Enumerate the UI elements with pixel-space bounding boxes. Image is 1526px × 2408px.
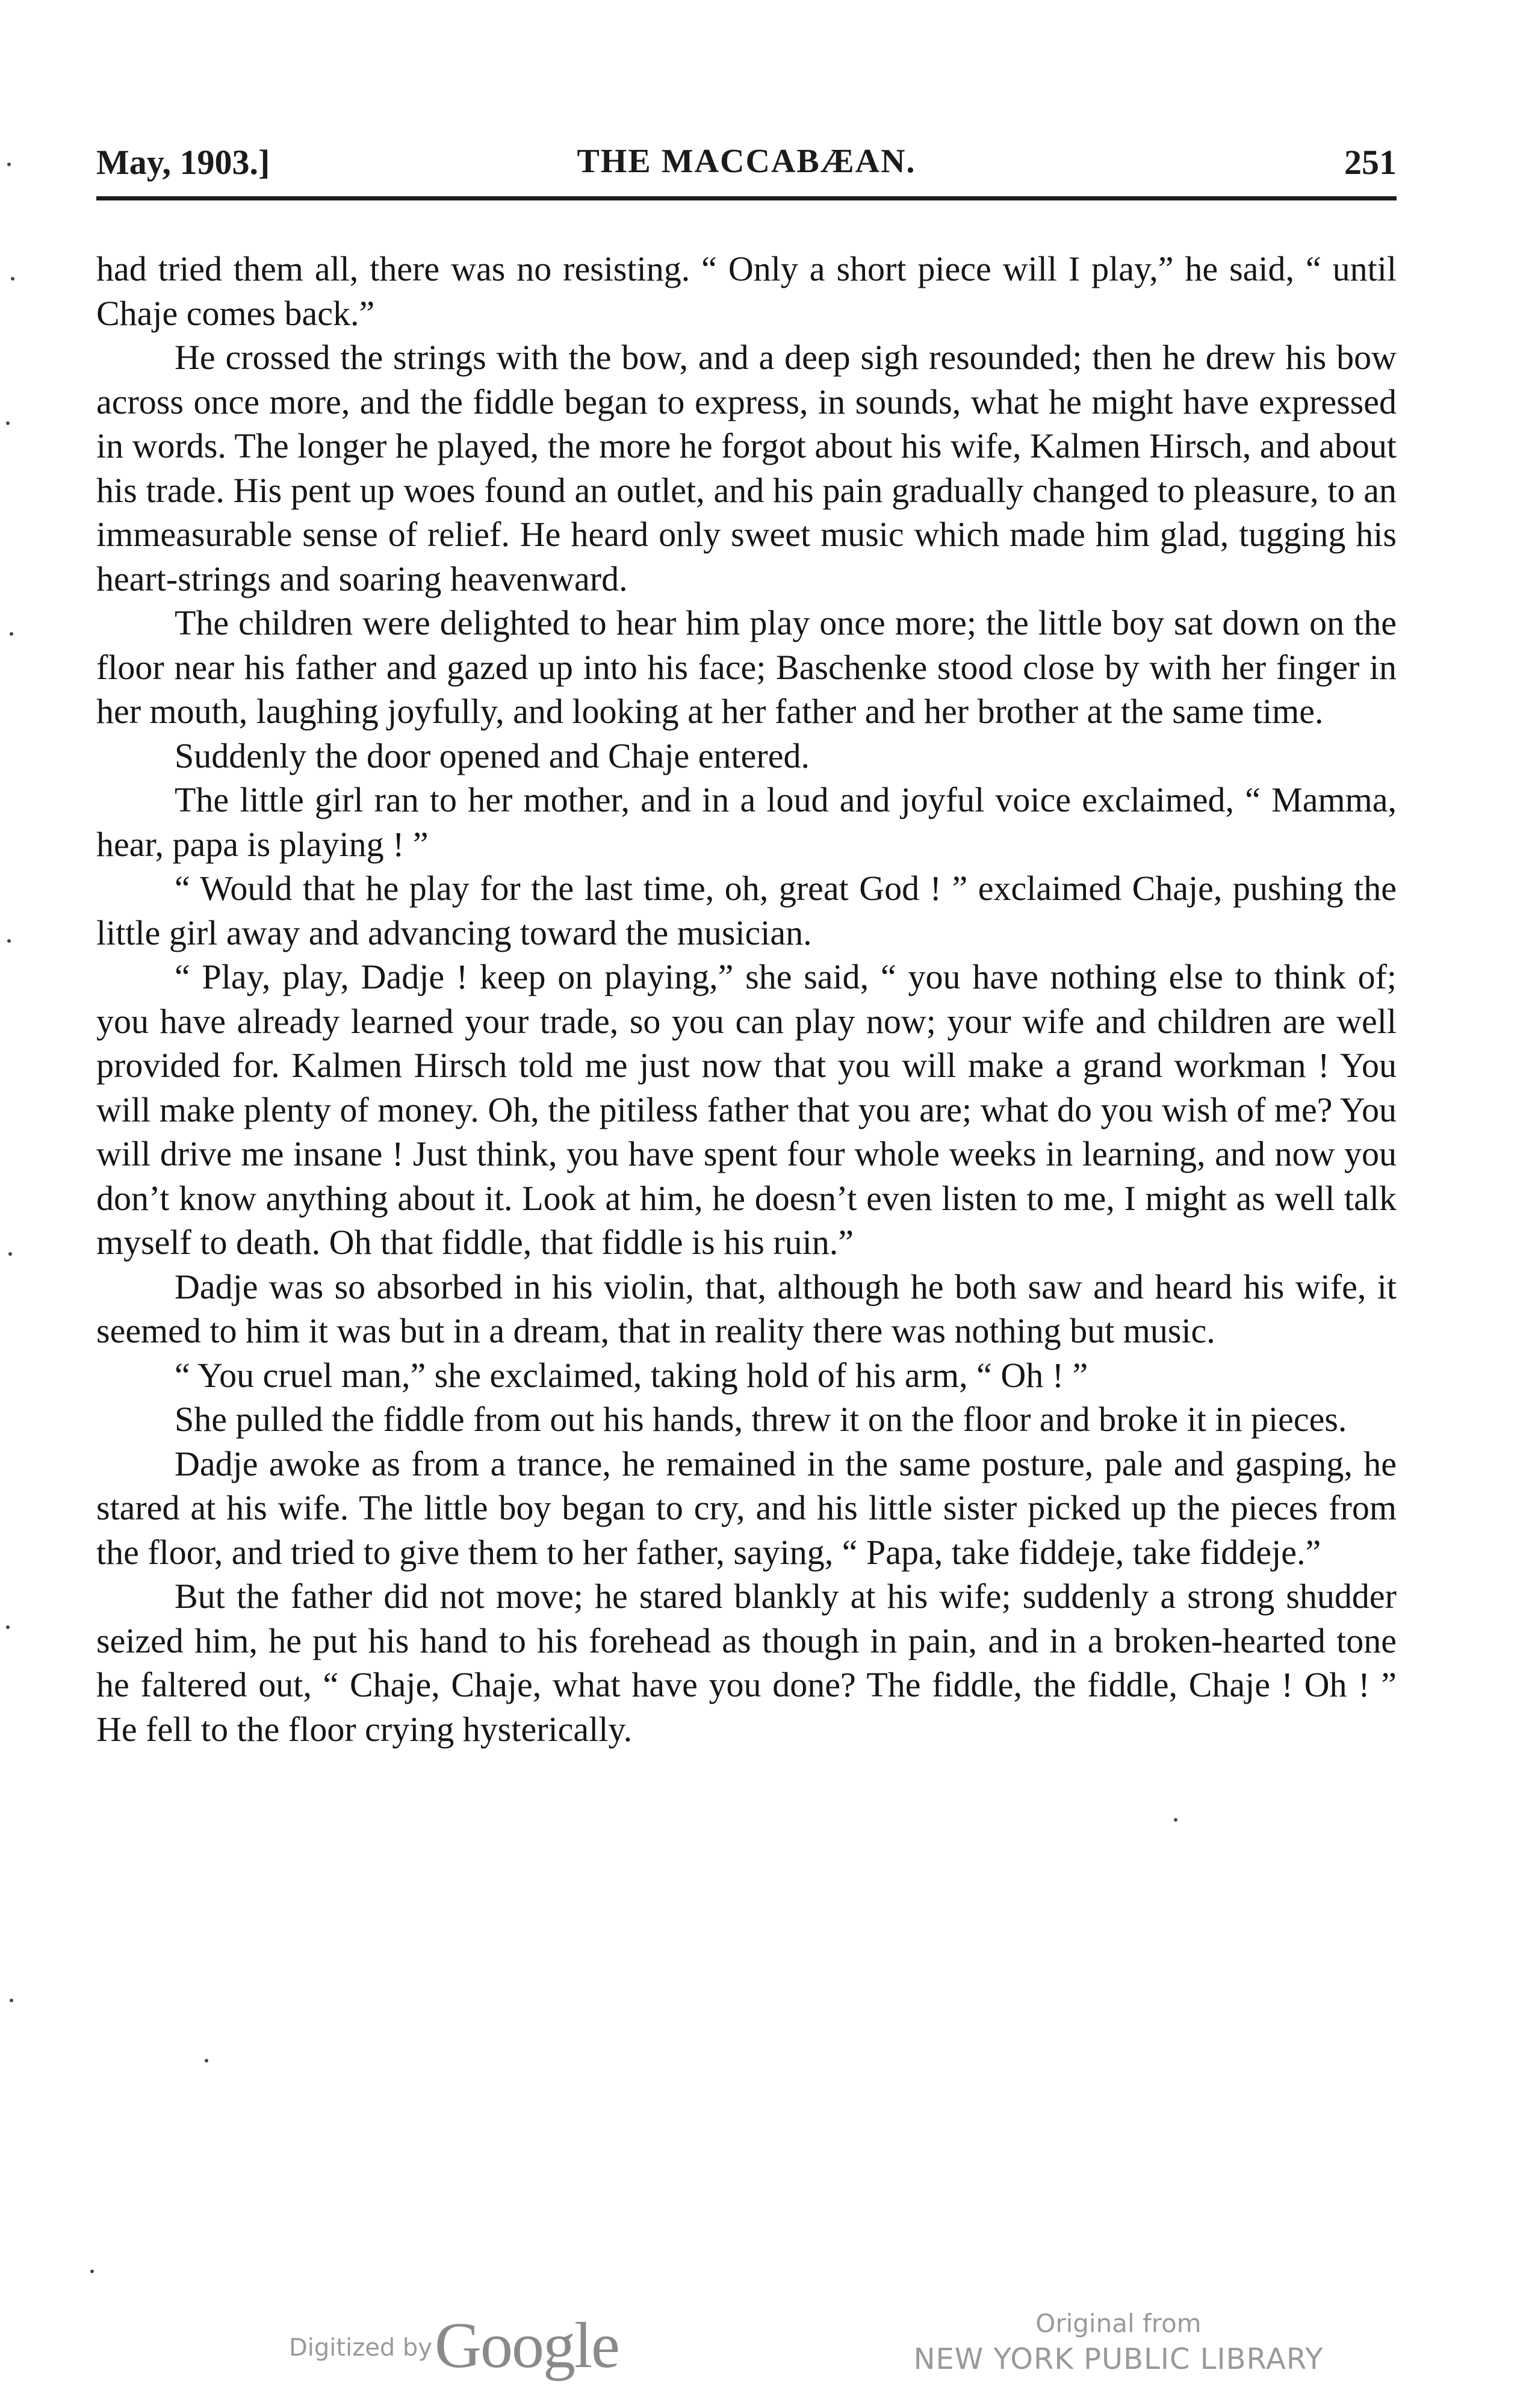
paragraph-8: Dadje was so absorbed in his violin, that, although he both saw and heard his wife, it seemed to him it was but in a dream, that in reality there was nothing but music. [96, 1267, 1397, 1350]
paragraph-4: Suddenly the door opened and Chaje entered. [175, 736, 810, 775]
paragraph-6: “ Would that he play for the last time, oh, great God ! ” exclaimed Chaje, pushing the little girl away and advancing toward the musician. [96, 869, 1397, 952]
scan-speck [6, 421, 10, 425]
scan-speck [10, 632, 13, 636]
google-logo: Google [435, 2310, 619, 2382]
story-text [96, 247, 1397, 1751]
original-from-label: Original from [1035, 2309, 1202, 2338]
paragraph-11: Dadje awoke as from a trance, he remained in the same posture, pale and gasping, he stared at his wife. The little boy began to cry, and his little sister picked up the pieces from the floor, and tried to give them to her father, saying, “ Papa, take fiddeje, take fiddeje.” [96, 1444, 1397, 1572]
digitized-by-label: Digitized by [289, 2334, 432, 2362]
scan-speck [1174, 1818, 1177, 1822]
paragraph-1: had tried them all, there was no resisting. “ Only a short piece will I play,” he said, “ until Chaje comes back.” [96, 249, 1397, 333]
scan-speck [8, 1252, 12, 1256]
scan-speck [10, 1999, 13, 2002]
scan-speck [7, 939, 11, 943]
header-date: May, 1903.] [96, 143, 270, 182]
digitization-footer [0, 2297, 1526, 2408]
paragraph-2: He crossed the strings with the bow, and a deep sigh resounded; then he drew his bow across once more, and the fiddle began to express, in sounds, what he might have expressed in words. The longer he played, the more he forgot about his wife, Kalmen Hirsch, and about his trade. His pent up woes found an outlet, and his pain gradually changed to pleasure, to an immeasurable sense of relief. He heard only sweet music which made him glad, tugging his heart-strings and soaring heavenward. [96, 338, 1397, 598]
paragraph-7: “ Play, play, Dadje ! keep on playing,” she said, “ you have nothing else to think of; you have already learned your trade, so you can play now; your wife and children are well provided for. Kalmen Hirsch told me just now that you will make a grand workman ! You will make plenty of money. Oh, the pitiless father that you are; what do you wish of me? You will drive me insane ! Just think, you have spent four whole weeks in learning, and now you don’t know anything about it. Look at him, he doesn’t even listen to me, I might as well talk myself to death. Oh that fiddle, that fiddle is his ruin.” [96, 957, 1397, 1262]
header-rule [96, 196, 1397, 200]
scan-speck [11, 277, 14, 281]
scan-speck [6, 1625, 10, 1629]
paragraph-10: She pulled the fiddle from out his hands, threw it on the floor and broke it in pieces. [175, 1400, 1347, 1439]
header-page-number: 251 [1344, 143, 1397, 182]
header-title: THE MACCABÆAN. [577, 143, 916, 180]
scan-speck [90, 2270, 94, 2273]
paragraph-12: But the father did not move; he stared blankly at his wife; suddenly a strong shudder seized him, he put his hand to his forehead as though in pain, and in a broken-hearted tone he faltered out, “ Chaje, Chaje, what have you done? The fiddle, the fiddle, Chaje ! Oh ! ” He fell to the floor crying hysterically. [96, 1577, 1397, 1749]
scan-speck [205, 2059, 208, 2062]
paragraph-5: The little girl ran to her mother, and in a loud and joyful voice exclaimed, “ Mamma, hear, papa is playing ! ” [96, 780, 1397, 864]
scan-speck [7, 163, 11, 166]
library-name: NEW YORK PUBLIC LIBRARY [913, 2342, 1324, 2376]
paragraph-3: The children were delighted to hear him play once more; the little boy sat down on the floor near his father and gazed up into his face; Baschenke stood close by with her finger in her mouth, laughing joyfully, and looking at her father and her brother at the same time. [96, 603, 1397, 731]
running-header [96, 142, 1397, 190]
paragraph-9: “ You cruel man,” she exclaimed, taking hold of his arm, “ Oh ! ” [175, 1355, 1088, 1395]
